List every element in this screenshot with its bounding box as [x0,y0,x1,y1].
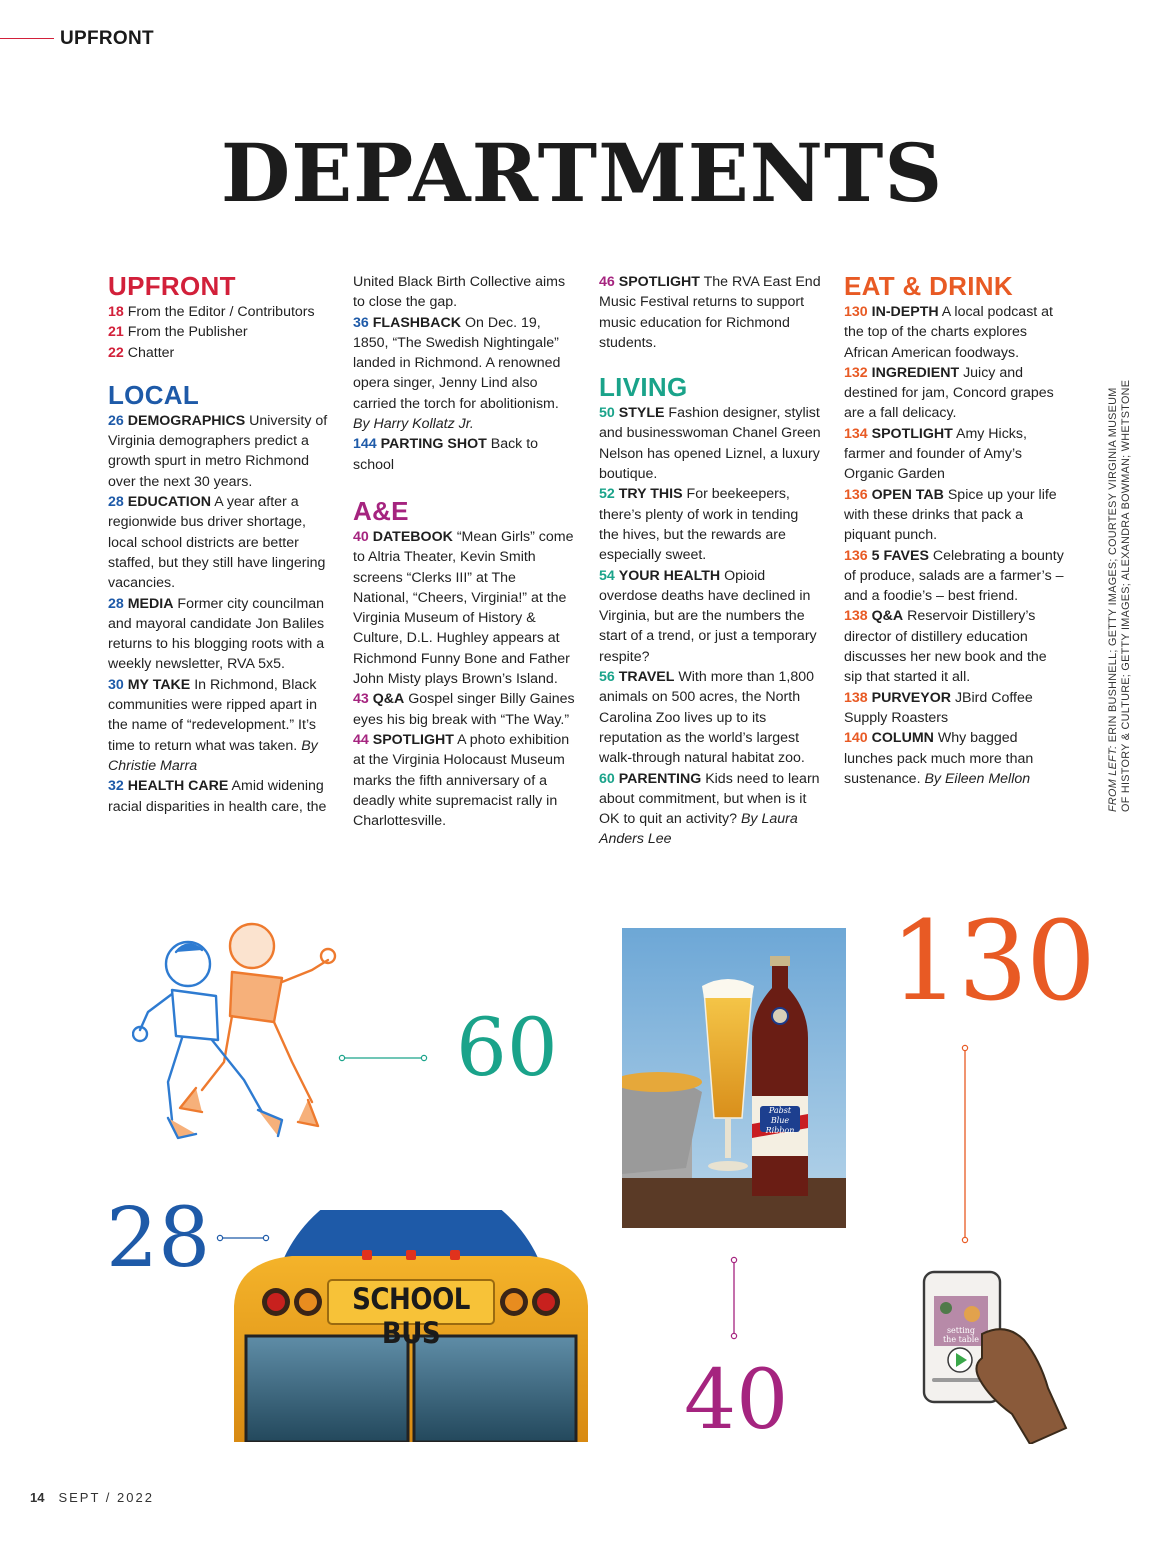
entry-keyword: OPEN TAB [871,486,944,503]
entry-keyword: Q&A [372,691,405,708]
toc-entry [844,363,1066,424]
entry-text: Kids need to learn about commitment, but when is it OK to quit an activity? [599,770,820,828]
page-number-ref: 18 [108,304,124,320]
page-number-ref: 28 [108,494,124,511]
entry-text: Juicy and destined for jam, Concord grapes are a fall delicacy. [844,364,1054,422]
toc-entry [108,302,330,322]
entry-text: From the Publisher [127,324,248,341]
page-footer [30,1490,154,1505]
page-number-ref: 40 [353,528,369,545]
toc-entry [844,302,1066,363]
toc-entry [353,730,575,831]
page-number-ref: 136 [844,486,868,503]
entry-keyword: SPOTLIGHT [871,425,953,442]
toc-entry [108,776,330,817]
entry-keyword: TRAVEL [618,669,675,686]
header-rule [0,38,54,39]
section-heading-upfront: UPFRONT [108,271,236,301]
page-number-ref: 46 [599,274,615,290]
entry-keyword: INGREDIENT [871,364,960,381]
page-number-ref: 36 [353,314,369,331]
entry-text: Chatter [127,344,175,361]
entry-keyword: SPOTLIGHT [618,274,700,290]
entry-keyword: STYLE [618,405,665,422]
school-bus-photo [232,1210,590,1442]
page-number-ref: 44 [353,731,369,748]
entry-text: A local podcast at the top of the charts explores African American foodways. [844,304,1054,361]
upfront-list [108,302,330,363]
entry-text: The RVA East End Music Festival returns to support music education for Richmond students. [599,274,821,351]
beer-label: Pabst Blue Ribbon [765,1106,795,1135]
toc-entry [599,566,821,667]
page-title: DEPARTMENTS [220,126,944,220]
issue-date: SEPT / 2022 [58,1490,154,1505]
toc-entry [844,485,1066,546]
connector-line-60 [338,1053,428,1063]
toc-entry [844,688,1066,729]
toc-entry [108,322,330,342]
entry-text: In Richmond, Black communities were ripped apart in the name of “redevelopment.” It’s time to return what was taken. [108,676,317,754]
callout-number-28: 28 [106,1191,211,1286]
phone-podcast-illustration [920,1268,1068,1444]
toc-entry [353,434,575,475]
entry-text: Opioid overdose deaths have declined in Virginia, but are the numbers the start of a trend, or just a temporary respite? [599,567,817,665]
entry-text: Amid widening racial disparities in health care, the [108,778,327,815]
callout-number-60: 60 [456,1001,558,1094]
entry-keyword: SPOTLIGHT [372,731,454,748]
page-number-ref: 43 [353,691,369,708]
entry-byline: By Eileen Mellon [924,770,1031,787]
entry-keyword: PARTING SHOT [380,436,487,453]
toc-column-4 [844,270,1066,789]
section-heading-living: LIVING [599,372,688,403]
entry-text: Spice up your life with these drinks that pack a piquant punch. [844,486,1057,544]
entry-text: Gospel singer Billy Gaines eyes his big break with “The Way.” [353,691,575,728]
toc-entry [353,313,575,435]
connector-line-40 [729,1256,739,1340]
entry-text: For beekeepers, there’s plenty of work in tending the hives, but the rewards are especially sweet. [599,486,799,564]
page-number-ref: 56 [599,669,615,686]
entry-byline: By Laura Anders Lee [599,811,798,848]
entry-keyword: Q&A [871,608,904,625]
entry-keyword: FLASHBACK [372,314,462,331]
bus-sign-text: SCHOOL BUS [352,1282,470,1350]
toc-entry [599,667,821,768]
section-heading-ae: A&E [353,495,409,526]
connector-line-130 [960,1044,970,1244]
living-list [599,403,821,850]
page-number-ref: 132 [844,364,868,381]
entry-byline: By Harry Kollatz Jr. [353,416,474,433]
section-label: UPFRONT [60,28,154,49]
ae-list-continued [599,272,821,353]
entry-text: Reservoir Distillery’s director of distillery education discusses her new book and the sip that started it all. [844,608,1047,686]
toc-entry [108,594,330,675]
entry-text: From the Editor / Contributors [127,304,315,320]
entry-text: Fashion designer, stylist and businesswoman Chanel Green Nelson has opened Liznel, a luxury boutique. [599,405,821,483]
entry-keyword: MEDIA [127,595,174,612]
entry-keyword: PURVEYOR [871,689,951,706]
callout-number-130: 130 [890,897,1094,1025]
entry-keyword: COLUMN [871,730,934,747]
page-number-ref: 136 [844,547,868,564]
entry-keyword: 5 FAVES [871,547,929,564]
page-number-ref: 52 [599,486,615,503]
toc-entry [844,728,1066,789]
phone-screen-title: setting the table [942,1326,980,1344]
entry-text: Amy Hicks, farmer and founder of Amy’s Organic Garden [844,425,1027,483]
toc-entry [353,689,575,730]
page-number-ref: 28 [108,595,124,612]
toc-column-2 [353,272,575,831]
toc-entry [599,272,821,353]
page-number-ref: 54 [599,567,615,584]
entry-text: Celebrating a bounty of produce, salads are a farmer’s – and a foodie’s – best friend. [844,547,1064,605]
page-number-ref: 26 [108,412,124,429]
page-number-ref: 50 [599,405,615,422]
entry-keyword: HEALTH CARE [127,778,229,795]
entry-text: Back to school [353,436,539,473]
toc-entry [108,343,330,363]
page-number-ref: 32 [108,778,124,795]
local-list-continued [353,313,575,475]
toc-entry [599,769,821,850]
entry-keyword: YOUR HEALTH [618,567,721,584]
page-number-ref: 60 [599,770,615,787]
page-number: 14 [30,1490,45,1505]
photo-credit: FROM LEFT: ERIN BUSHNELL; GETTY IMAGES; COURTESY VIRGINIA MUSEUM OF HISTORY & CULTURE; GETTY IMAGES; ALEXANDRA BOWMAN; WHETSTONE [1107,379,1132,812]
toc-entry [353,527,575,689]
toc-entry [844,424,1066,485]
page-number-ref: 22 [108,344,124,361]
page-number-ref: 138 [844,608,868,625]
entry-text: Why bagged lunches pack much more than sustenance. [844,730,1034,787]
toc-entry [108,675,330,776]
entry-keyword: TRY THIS [618,486,683,503]
toc-entry [844,606,1066,687]
eat-drink-list [844,302,1066,789]
entry-byline: By Christie Marra [108,737,318,774]
entry-keyword: EDUCATION [127,494,212,511]
entry-keyword: DEMOGRAPHICS [127,412,246,429]
page-number-ref: 130 [844,304,868,320]
entry-text: JBird Coffee Supply Roasters [844,689,1033,726]
toc-entry [599,484,821,565]
toc-entry [108,411,330,492]
entry-keyword: MY TAKE [127,676,191,693]
ae-list [353,527,575,831]
entry-text: On Dec. 19, 1850, “The Swedish Nightingale” landed in Richmond. A renowned opera singer, Jenny Lind also carried the torch for abolitionism. [353,314,561,412]
page-number-ref: 138 [844,689,868,706]
callout-number-40: 40 [684,1353,789,1448]
section-heading-eat-drink: EAT & DRINK [844,271,1013,301]
continued-entry: United Black Birth Collective aims to close the gap. [353,274,566,311]
toc-column-3 [599,272,821,850]
page-number-ref: 144 [353,436,377,453]
section-heading-local: LOCAL [108,379,200,410]
toc-entry [108,492,330,593]
local-list [108,411,330,817]
toc-entry [844,546,1066,607]
entry-keyword: IN-DEPTH [871,304,939,320]
toc-entry [599,403,821,484]
page-number-ref: 140 [844,730,868,747]
entry-keyword: PARENTING [618,770,702,787]
entry-text: University of Virginia demographers predict a growth spurt in metro Richmond over the next 30 years. [108,412,328,490]
entry-text: With more than 1,800 animals on 500 acres, the North Carolina Zoo lives up to its reputation as the world’s largest walk-through natural habitat zoo. [599,669,815,767]
entry-text: A photo exhibition at the Virginia Holocaust Museum marks the fifth anniversary of a deadly white supremacist rally in Charlottesville. [353,731,570,830]
beer-painting-photo [622,928,846,1228]
kids-running-illustration [132,912,338,1144]
entry-text: A year after a regionwide bus driver shortage, local school districts are better staffed, but they still have lingering vacancies. [108,494,326,592]
page-number-ref: 21 [108,324,124,341]
entry-text: “Mean Girls” come to Altria Theater, Kevin Smith screens “Clerks III” at The National, “Cheers, Virginia!” at the Virginia Museum of History & Culture, D.L. Hughley appears at Richmond Funny Bone and Father John Misty plays Brown’s Island. [353,528,574,688]
page-number-ref: 134 [844,425,868,442]
entry-keyword: DATEBOOK [372,528,453,545]
page-number-ref: 30 [108,676,124,693]
toc-column-1 [108,270,330,817]
entry-text: Former city councilman and mayoral candidate Jon Baliles returns to his blogging roots with a weekly newsletter, RVA 5x5. [108,595,325,673]
